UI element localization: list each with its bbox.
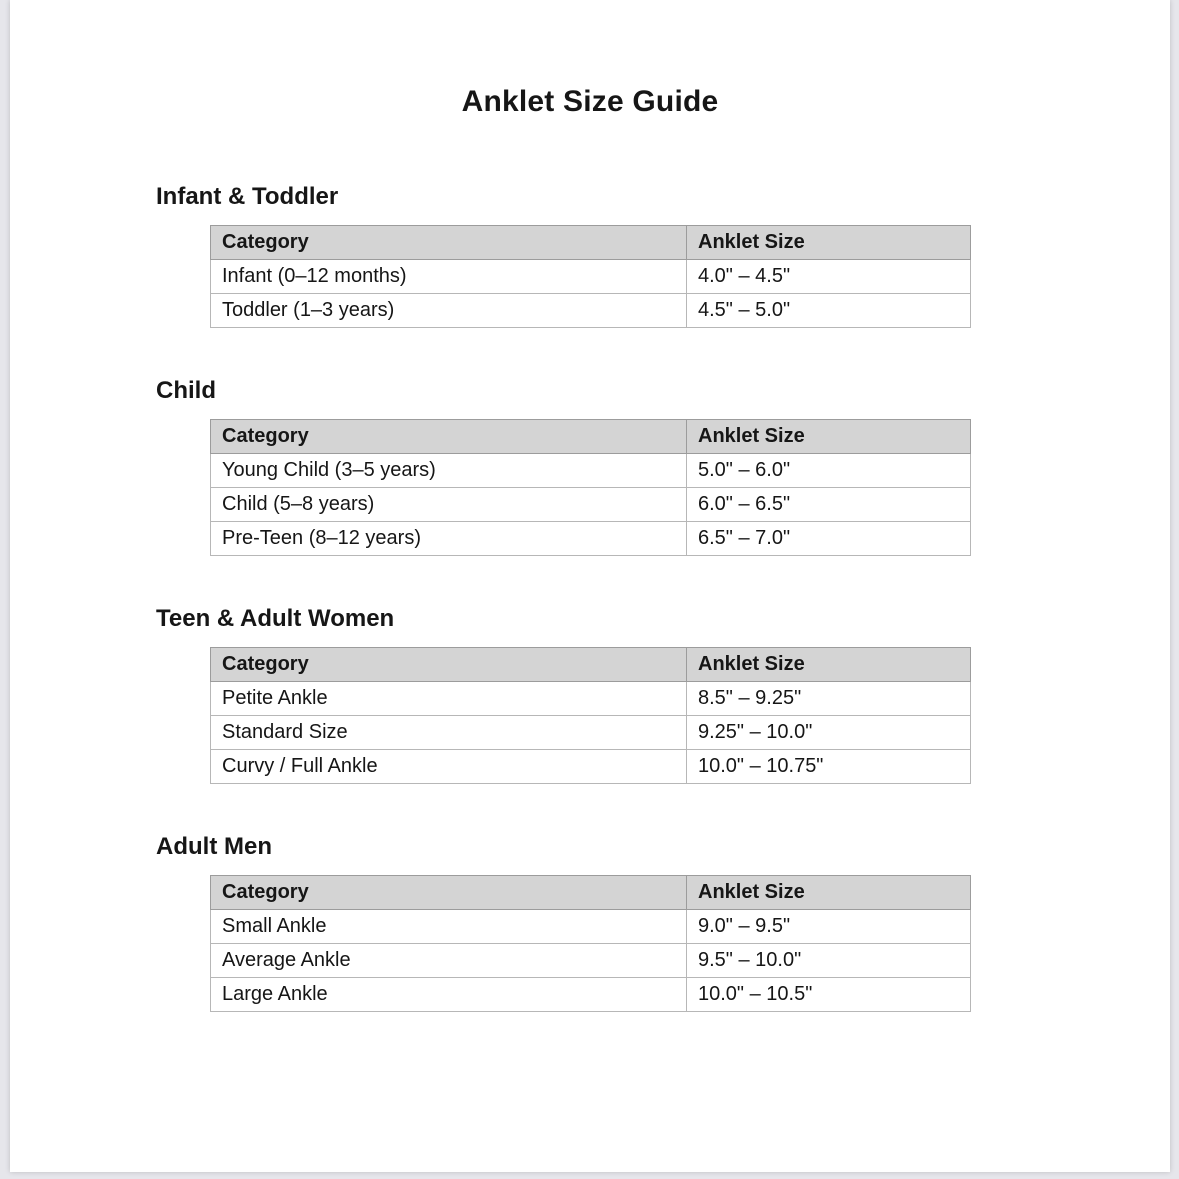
table-row — [211, 522, 971, 556]
table-row — [211, 750, 971, 784]
category-cell: Young Child (3–5 years) — [211, 454, 687, 488]
table-row — [211, 488, 971, 522]
section-heading: Teen & Adult Women — [156, 605, 395, 632]
table-row — [211, 978, 971, 1012]
document-page — [10, 0, 1170, 1172]
column-header-size: Anklet Size — [687, 876, 971, 910]
section-teen-adult-women — [10, 605, 1170, 784]
column-header-size: Anklet Size — [687, 226, 971, 260]
size-cell: 4.5" – 5.0" — [687, 294, 971, 328]
size-cell: 5.0" – 6.0" — [687, 454, 971, 488]
category-cell: Toddler (1–3 years) — [211, 294, 687, 328]
category-cell: Large Ankle — [211, 978, 687, 1012]
size-cell: 8.5" – 9.25" — [687, 682, 971, 716]
category-cell: Child (5–8 years) — [211, 488, 687, 522]
size-table — [210, 225, 971, 328]
table-row — [211, 910, 971, 944]
size-cell: 4.0" – 4.5" — [687, 260, 971, 294]
size-cell: 9.25" – 10.0" — [687, 716, 971, 750]
table-header-row — [211, 648, 971, 682]
table-header-row — [211, 420, 971, 454]
size-cell: 6.0" – 6.5" — [687, 488, 971, 522]
column-header-category: Category — [211, 420, 687, 454]
size-table — [210, 647, 971, 784]
section-heading: Infant & Toddler — [156, 183, 339, 210]
section-heading: Adult Men — [156, 833, 272, 860]
column-header-category: Category — [211, 226, 687, 260]
size-cell: 10.0" – 10.75" — [687, 750, 971, 784]
table-header-row — [211, 226, 971, 260]
column-header-size: Anklet Size — [687, 420, 971, 454]
category-cell: Petite Ankle — [211, 682, 687, 716]
category-cell: Curvy / Full Ankle — [211, 750, 687, 784]
size-table — [210, 875, 971, 1012]
column-header-category: Category — [211, 876, 687, 910]
category-cell: Average Ankle — [211, 944, 687, 978]
page-title: Anklet Size Guide — [461, 85, 719, 118]
category-cell: Small Ankle — [211, 910, 687, 944]
category-cell: Infant (0–12 months) — [211, 260, 687, 294]
section-child — [10, 377, 1170, 556]
table-row — [211, 454, 971, 488]
column-header-category: Category — [211, 648, 687, 682]
table-row — [211, 716, 971, 750]
column-header-size: Anklet Size — [687, 648, 971, 682]
size-cell: 9.5" – 10.0" — [687, 944, 971, 978]
size-table — [210, 419, 971, 556]
table-row — [211, 944, 971, 978]
section-adult-men — [10, 833, 1170, 1012]
section-heading: Child — [156, 377, 216, 404]
table-header-row — [211, 876, 971, 910]
category-cell: Standard Size — [211, 716, 687, 750]
table-row — [211, 294, 971, 328]
table-row — [211, 682, 971, 716]
section-infant-toddler — [10, 183, 1170, 328]
category-cell: Pre-Teen (8–12 years) — [211, 522, 687, 556]
size-cell: 6.5" – 7.0" — [687, 522, 971, 556]
size-cell: 10.0" – 10.5" — [687, 978, 971, 1012]
size-cell: 9.0" – 9.5" — [687, 910, 971, 944]
table-row — [211, 260, 971, 294]
